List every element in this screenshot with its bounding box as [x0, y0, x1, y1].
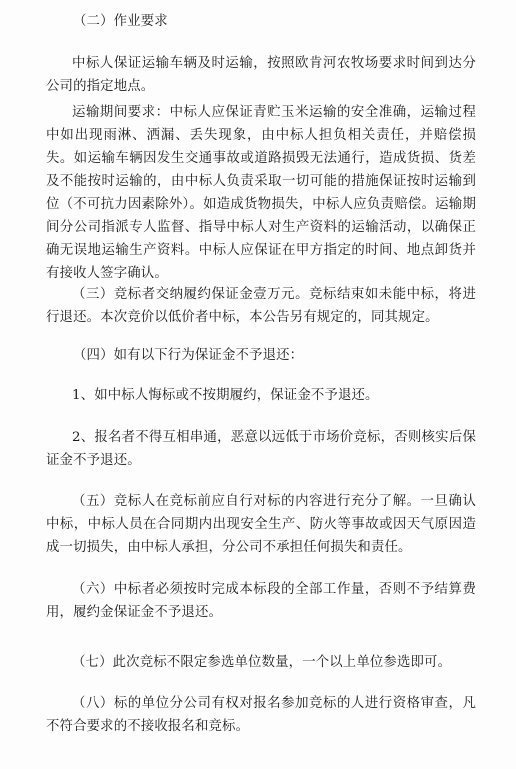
paragraph-section-6: （六）中标者必须按时完成本标段的全部工作量，否则不予结算费用，履约金保证金不予退还。: [46, 582, 476, 620]
paragraph-section-8: （八）标的单位分公司有权对报名参加竞标的人进行资格审查，凡不符合要求的不接收报名和竞标。: [46, 696, 476, 734]
paragraph-section-5: （五）竞标人在竞标前应自行对标的内容进行充分了解。一旦确认中标，中标人员在合同期内出现安全生产、防火等事故或因天气原因造成一切损失，由中标人承担，分公司不承担任何损失和责任。: [46, 494, 476, 555]
section-heading-work-requirements: （二）作业要求: [73, 14, 168, 29]
paragraph-transport-requirements: 运输期间要求：中标人应保证青贮玉米运输的安全准确，运输过程中如出现雨淋、洒漏、丢失现象，由中标人担负相关责任，并赔偿损失。如运输车辆因发生交通事故或道路损毁无法通行，造成货损、货差及不能按时运输的，由中标人负责采取一切可能的措施保证按时运输到位（不可抗力因素除外）。如造成货物损失，中标人应负责赔偿。运输期间分公司指派专人监督、指导中标人对生产资料的运输活动，以确保正确无误地运输生产资料。中标人应保证在甲方指定的时间、地点卸货并有接收人签字确认。: [46, 105, 476, 281]
paragraph-performance-deposit: （三）竞标者交纳履约保证金壹万元。竞标结束如未能中标，将进行退还。本次竞价以低价者中标，本公告另有规定的，同其规定。: [46, 287, 476, 325]
list-item-forfeit-2: 2、报名者不得互相串通，恶意以远低于市场价竞标，否则核实后保证金不予退还。: [46, 430, 476, 468]
paragraph-section-7: （七）此次竞标不限定参选单位数量，一个以上单位参选即可。: [72, 655, 452, 670]
paragraph-delivery: 中标人保证运输车辆及时运输，按照欧肯河农牧场要求时间到达分公司的指定地点。: [46, 56, 476, 94]
section-heading-deposit-forfeit: （四）如有以下行为保证金不予退还：: [73, 348, 304, 363]
list-item-forfeit-1: 1、如中标人悔标或不按期履约，保证金不予退还。: [72, 388, 379, 403]
